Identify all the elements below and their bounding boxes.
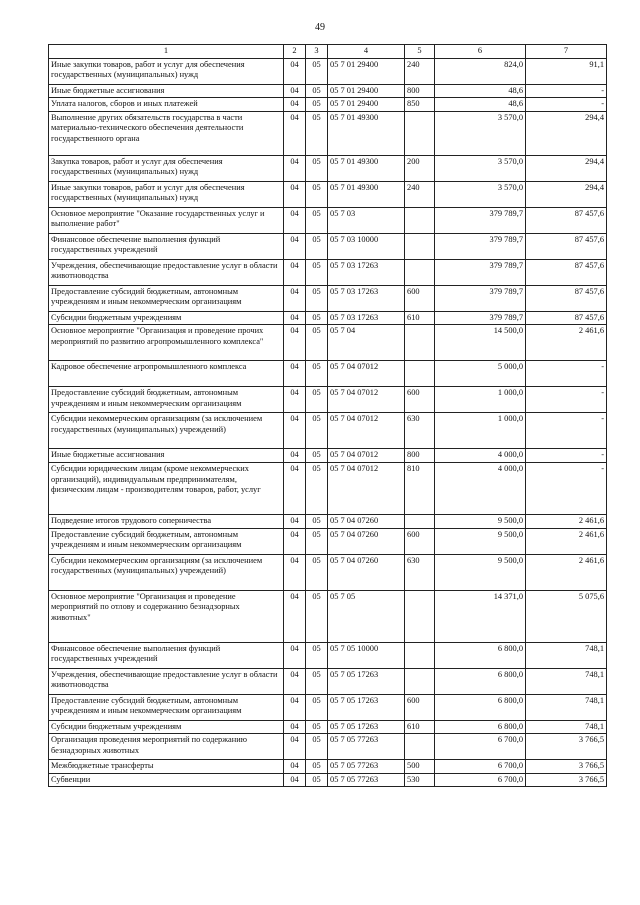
table-row [49, 207, 607, 233]
row-sum-executed: - [526, 98, 607, 112]
row-vr [405, 668, 435, 694]
row-sum-executed: 87 457,6 [526, 233, 607, 259]
row-pr: 05 [306, 590, 328, 642]
table-row [49, 668, 607, 694]
row-name: Субсидии бюджетным учреждениям [49, 720, 284, 734]
row-csr: 05 7 05 [328, 590, 405, 642]
row-name: Основное мероприятие "Организация и проведение мероприятий по отлову и содержанию безнадзорных животных" [49, 590, 284, 642]
row-csr: 05 7 05 17263 [328, 668, 405, 694]
row-sum-2024: 48,6 [435, 84, 526, 98]
row-pr: 05 [306, 528, 328, 554]
row-csr: 05 7 01 49300 [328, 111, 405, 155]
row-sum-2024: 379 789,7 [435, 311, 526, 325]
row-name: Учреждения, обеспечивающие предоставление услуг в области животноводства [49, 668, 284, 694]
row-name: Финансовое обеспечение выполнения функций государственных учреждений [49, 642, 284, 668]
table-row [49, 554, 607, 590]
row-sum-2024: 3 570,0 [435, 181, 526, 207]
row-rz: 04 [284, 84, 306, 98]
row-vr [405, 207, 435, 233]
row-pr: 05 [306, 98, 328, 112]
row-vr: 600 [405, 387, 435, 413]
row-rz: 04 [284, 590, 306, 642]
row-rz: 04 [284, 387, 306, 413]
row-csr: 05 7 05 77263 [328, 734, 405, 760]
row-rz: 04 [284, 514, 306, 528]
row-sum-2024: 14 371,0 [435, 590, 526, 642]
row-name: Закупка товаров, работ и услуг для обеспечения государственных (муниципальных) нужд [49, 155, 284, 181]
row-sum-2024: 6 700,0 [435, 773, 526, 787]
table-row [49, 233, 607, 259]
row-rz: 04 [284, 554, 306, 590]
header-col-2: 2 [284, 45, 306, 59]
table-row [49, 84, 607, 98]
row-name: Межбюджетные трансферты [49, 760, 284, 774]
table-row [49, 111, 607, 155]
row-pr: 05 [306, 311, 328, 325]
table-row [49, 361, 607, 387]
row-rz: 04 [284, 58, 306, 84]
header-col-3: 3 [306, 45, 328, 59]
budget-table [48, 44, 607, 787]
header-col-5: 5 [405, 45, 435, 59]
row-sum-2024: 1 000,0 [435, 413, 526, 449]
table-row [49, 311, 607, 325]
row-sum-2024: 379 789,7 [435, 233, 526, 259]
row-csr: 05 7 05 17263 [328, 720, 405, 734]
row-vr: 600 [405, 285, 435, 311]
row-name: Субсидии юридическим лицам (кроме некоммерческих организаций), индивидуальным предпринимателям, физическим лицам - производителям товаров, работ, услуг [49, 462, 284, 514]
row-sum-executed: 294,4 [526, 111, 607, 155]
table-row [49, 528, 607, 554]
row-rz: 04 [284, 361, 306, 387]
row-sum-2024: 379 789,7 [435, 259, 526, 285]
row-pr: 05 [306, 259, 328, 285]
row-sum-2024: 9 500,0 [435, 514, 526, 528]
row-sum-2024: 379 789,7 [435, 207, 526, 233]
row-sum-2024: 6 700,0 [435, 734, 526, 760]
header-col-4: 4 [328, 45, 405, 59]
row-sum-2024: 824,0 [435, 58, 526, 84]
row-csr: 05 7 04 07260 [328, 554, 405, 590]
row-rz: 04 [284, 642, 306, 668]
row-sum-executed: - [526, 84, 607, 98]
row-sum-2024: 6 800,0 [435, 642, 526, 668]
row-name: Выполнение других обязательств государства в части материально-технического обеспечения деятельности государственного органа [49, 111, 284, 155]
row-csr: 05 7 04 07260 [328, 528, 405, 554]
row-rz: 04 [284, 449, 306, 463]
row-sum-executed: 3 766,5 [526, 734, 607, 760]
row-csr: 05 7 01 49300 [328, 181, 405, 207]
row-rz: 04 [284, 111, 306, 155]
row-vr [405, 734, 435, 760]
row-sum-executed: 91,1 [526, 58, 607, 84]
row-sum-2024: 4 000,0 [435, 449, 526, 463]
row-rz: 04 [284, 207, 306, 233]
row-vr [405, 259, 435, 285]
table-row [49, 720, 607, 734]
table-row [49, 694, 607, 720]
table-row [49, 590, 607, 642]
row-csr: 05 7 04 [328, 325, 405, 361]
row-name: Иные закупки товаров, работ и услуг для обеспечения государственных (муниципальных) нужд [49, 58, 284, 84]
row-sum-2024: 1 000,0 [435, 387, 526, 413]
row-csr: 05 7 03 17263 [328, 285, 405, 311]
row-rz: 04 [284, 311, 306, 325]
row-csr: 05 7 05 77263 [328, 773, 405, 787]
row-sum-2024: 9 500,0 [435, 554, 526, 590]
row-rz: 04 [284, 528, 306, 554]
row-name: Уплата налогов, сборов и иных платежей [49, 98, 284, 112]
row-vr: 800 [405, 449, 435, 463]
row-sum-2024: 379 789,7 [435, 285, 526, 311]
row-csr: 05 7 05 10000 [328, 642, 405, 668]
row-pr: 05 [306, 155, 328, 181]
row-sum-executed: 748,1 [526, 720, 607, 734]
table-row [49, 285, 607, 311]
row-sum-2024: 6 800,0 [435, 694, 526, 720]
row-rz: 04 [284, 181, 306, 207]
row-sum-executed: 294,4 [526, 155, 607, 181]
row-csr: 05 7 04 07012 [328, 387, 405, 413]
row-rz: 04 [284, 259, 306, 285]
header-row [49, 45, 607, 59]
row-csr: 05 7 01 29400 [328, 84, 405, 98]
row-name: Предоставление субсидий бюджетным, автономным учреждениям и иным некоммерческим организациям [49, 528, 284, 554]
row-vr: 630 [405, 413, 435, 449]
row-csr: 05 7 04 07260 [328, 514, 405, 528]
table-row [49, 325, 607, 361]
row-sum-executed: 748,1 [526, 668, 607, 694]
row-vr: 530 [405, 773, 435, 787]
row-sum-2024: 48,6 [435, 98, 526, 112]
row-csr: 05 7 04 07012 [328, 462, 405, 514]
row-pr: 05 [306, 694, 328, 720]
row-sum-2024: 6 800,0 [435, 720, 526, 734]
row-sum-2024: 4 000,0 [435, 462, 526, 514]
row-pr: 05 [306, 207, 328, 233]
row-sum-2024: 6 800,0 [435, 668, 526, 694]
row-name: Предоставление субсидий бюджетным, автономным учреждениям и иным некоммерческим организациям [49, 694, 284, 720]
row-name: Иные бюджетные ассигнования [49, 84, 284, 98]
row-vr: 200 [405, 155, 435, 181]
table-row [49, 449, 607, 463]
row-pr: 05 [306, 760, 328, 774]
row-name: Предоставление субсидий бюджетным, автономным учреждениям и иным некоммерческим организациям [49, 285, 284, 311]
header-col-7: 7 [526, 45, 607, 59]
row-sum-executed: - [526, 387, 607, 413]
row-pr: 05 [306, 462, 328, 514]
row-vr: 240 [405, 58, 435, 84]
row-csr: 05 7 03 17263 [328, 259, 405, 285]
row-sum-executed: 2 461,6 [526, 325, 607, 361]
row-name: Субсидии некоммерческим организациям (за исключением государственных (муниципальных) учреждений) [49, 554, 284, 590]
table-row [49, 642, 607, 668]
row-vr: 600 [405, 694, 435, 720]
row-pr: 05 [306, 111, 328, 155]
row-vr: 600 [405, 528, 435, 554]
row-sum-executed: 5 075,6 [526, 590, 607, 642]
row-sum-executed: 2 461,6 [526, 514, 607, 528]
row-name: Субсидии некоммерческим организациям (за исключением государственных (муниципальных) учреждений) [49, 413, 284, 449]
row-pr: 05 [306, 181, 328, 207]
row-vr: 630 [405, 554, 435, 590]
row-sum-executed: 2 461,6 [526, 554, 607, 590]
row-rz: 04 [284, 155, 306, 181]
table-row [49, 462, 607, 514]
row-pr: 05 [306, 325, 328, 361]
row-vr [405, 590, 435, 642]
row-rz: 04 [284, 233, 306, 259]
row-csr: 05 7 01 29400 [328, 98, 405, 112]
table-body [49, 58, 607, 787]
table-row [49, 155, 607, 181]
row-vr [405, 642, 435, 668]
row-sum-2024: 14 500,0 [435, 325, 526, 361]
row-sum-executed: 3 766,5 [526, 760, 607, 774]
row-sum-executed: 748,1 [526, 642, 607, 668]
row-pr: 05 [306, 285, 328, 311]
row-name: Организация проведения мероприятий по содержанию безнадзорных животных [49, 734, 284, 760]
row-sum-2024: 3 570,0 [435, 155, 526, 181]
row-rz: 04 [284, 413, 306, 449]
row-vr: 610 [405, 311, 435, 325]
row-pr: 05 [306, 514, 328, 528]
row-pr: 05 [306, 449, 328, 463]
row-rz: 04 [284, 734, 306, 760]
table-row [49, 58, 607, 84]
page-number: 49 [315, 22, 325, 33]
row-rz: 04 [284, 668, 306, 694]
row-name: Подведение итогов трудового соперничества [49, 514, 284, 528]
row-csr: 05 7 05 77263 [328, 760, 405, 774]
row-pr: 05 [306, 720, 328, 734]
row-pr: 05 [306, 642, 328, 668]
row-vr [405, 111, 435, 155]
row-vr [405, 233, 435, 259]
row-sum-2024: 5 000,0 [435, 361, 526, 387]
row-sum-executed: 2 461,6 [526, 528, 607, 554]
table-row [49, 259, 607, 285]
table-row [49, 181, 607, 207]
row-pr: 05 [306, 773, 328, 787]
table-row [49, 514, 607, 528]
row-csr: 05 7 01 49300 [328, 155, 405, 181]
row-name: Иные бюджетные ассигнования [49, 449, 284, 463]
row-name: Финансовое обеспечение выполнения функций государственных учреждений [49, 233, 284, 259]
row-vr: 240 [405, 181, 435, 207]
row-csr: 05 7 04 07012 [328, 413, 405, 449]
row-pr: 05 [306, 233, 328, 259]
row-csr: 05 7 03 [328, 207, 405, 233]
row-csr: 05 7 04 07012 [328, 449, 405, 463]
row-sum-executed: 87 457,6 [526, 259, 607, 285]
row-sum-executed: 87 457,6 [526, 285, 607, 311]
row-sum-2024: 6 700,0 [435, 760, 526, 774]
row-sum-executed: 748,1 [526, 694, 607, 720]
row-vr: 500 [405, 760, 435, 774]
row-pr: 05 [306, 668, 328, 694]
row-csr: 05 7 04 07012 [328, 361, 405, 387]
row-sum-executed: 87 457,6 [526, 207, 607, 233]
table-row [49, 773, 607, 787]
row-name: Предоставление субсидий бюджетным, автономным учреждениям и иным некоммерческим организациям [49, 387, 284, 413]
row-rz: 04 [284, 694, 306, 720]
row-csr: 05 7 03 10000 [328, 233, 405, 259]
row-name: Субсидии бюджетным учреждениям [49, 311, 284, 325]
table-row [49, 98, 607, 112]
table-row [49, 413, 607, 449]
row-vr: 810 [405, 462, 435, 514]
row-rz: 04 [284, 325, 306, 361]
header-col-6: 6 [435, 45, 526, 59]
row-sum-executed: - [526, 413, 607, 449]
row-sum-executed: 87 457,6 [526, 311, 607, 325]
row-vr: 610 [405, 720, 435, 734]
row-name: Кадровое обеспечение агропромышленного комплекса [49, 361, 284, 387]
row-rz: 04 [284, 98, 306, 112]
row-pr: 05 [306, 84, 328, 98]
row-vr: 800 [405, 84, 435, 98]
header-col-1: 1 [49, 45, 284, 59]
row-csr: 05 7 05 17263 [328, 694, 405, 720]
row-sum-executed: - [526, 361, 607, 387]
row-name: Учреждения, обеспечивающие предоставление услуг в области животноводства [49, 259, 284, 285]
table-row [49, 760, 607, 774]
row-sum-executed: 3 766,5 [526, 773, 607, 787]
row-name: Иные закупки товаров, работ и услуг для обеспечения государственных (муниципальных) нужд [49, 181, 284, 207]
row-pr: 05 [306, 413, 328, 449]
row-sum-executed: 294,4 [526, 181, 607, 207]
row-pr: 05 [306, 734, 328, 760]
row-pr: 05 [306, 58, 328, 84]
row-rz: 04 [284, 760, 306, 774]
row-pr: 05 [306, 554, 328, 590]
table-row [49, 387, 607, 413]
row-csr: 05 7 01 29400 [328, 58, 405, 84]
row-vr [405, 325, 435, 361]
row-rz: 04 [284, 285, 306, 311]
row-vr [405, 361, 435, 387]
row-csr: 05 7 03 17263 [328, 311, 405, 325]
row-pr: 05 [306, 387, 328, 413]
row-rz: 04 [284, 773, 306, 787]
row-sum-executed: - [526, 449, 607, 463]
row-sum-2024: 3 570,0 [435, 111, 526, 155]
row-sum-2024: 9 500,0 [435, 528, 526, 554]
row-vr [405, 514, 435, 528]
row-name: Субвенции [49, 773, 284, 787]
row-rz: 04 [284, 462, 306, 514]
row-vr: 850 [405, 98, 435, 112]
row-rz: 04 [284, 720, 306, 734]
row-name: Основное мероприятие "Организация и проведение прочих мероприятий по развитию агропромышленного комплекса" [49, 325, 284, 361]
table-row [49, 734, 607, 760]
row-sum-executed: - [526, 462, 607, 514]
row-name: Основное мероприятие "Оказание государственных услуг и выполнение работ" [49, 207, 284, 233]
row-pr: 05 [306, 361, 328, 387]
